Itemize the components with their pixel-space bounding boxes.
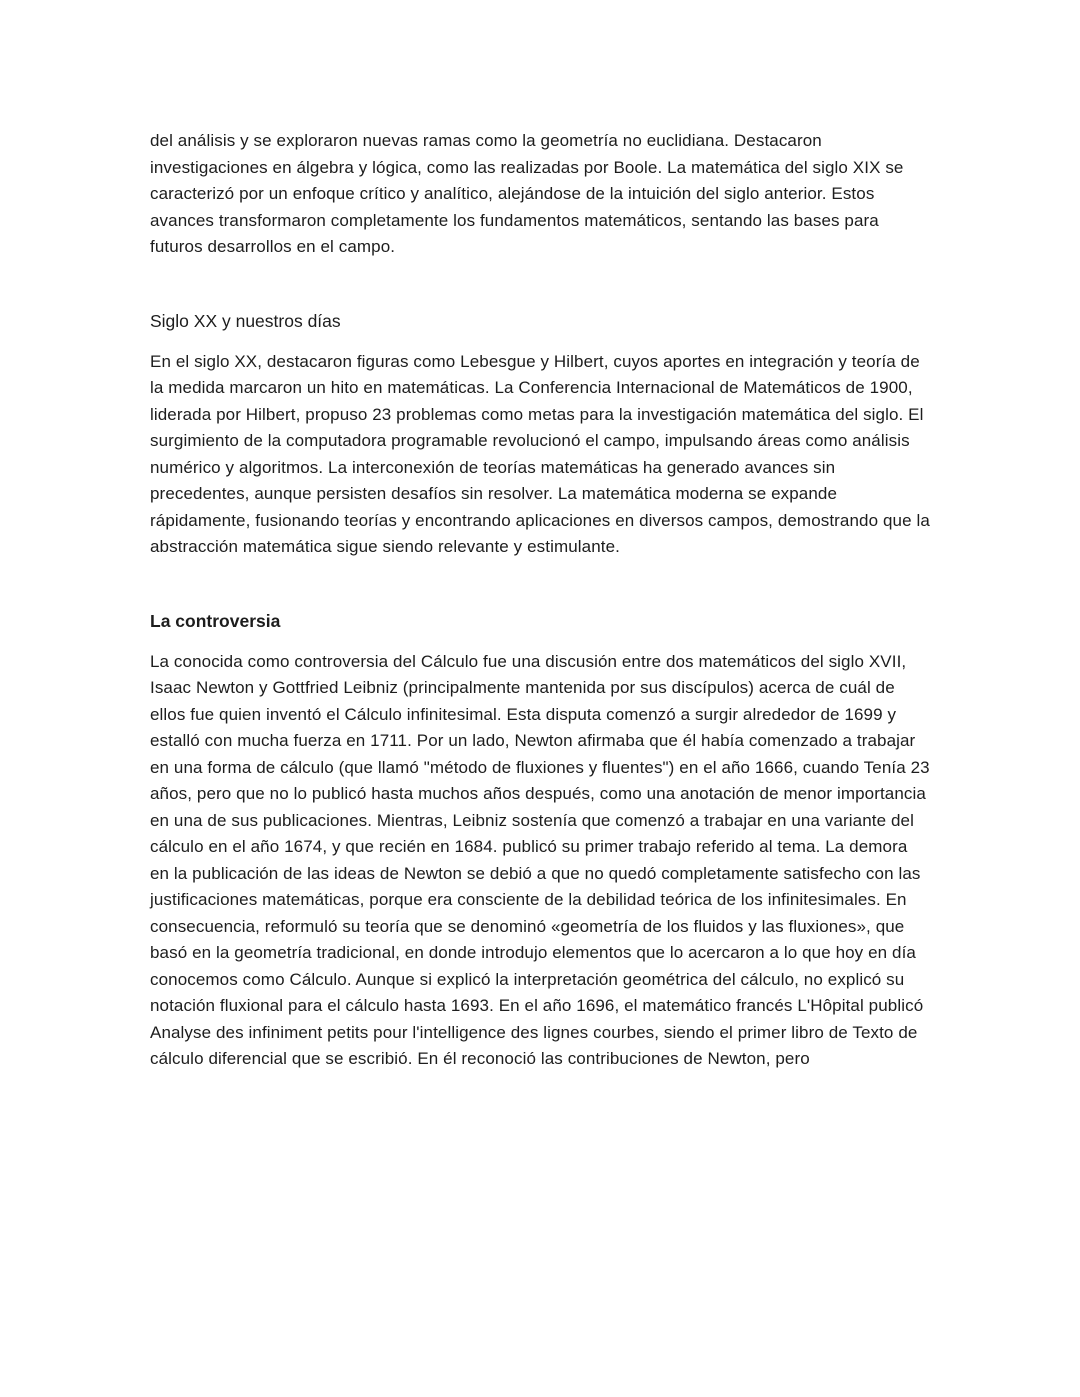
paragraph-siglo-xx: En el siglo XX, destacaron figuras como Lebesgue y Hilbert, cuyos aportes en integración y teoría de la medida marcaron un hito en matemáticas. La Conferencia Internacional de Matemáticos de 1900, liderada por Hilbert, propuso 23 problemas como metas para la investigación matemática del siglo. El surgimiento de la computadora programable revolucionó el campo, impulsando áreas como análisis numérico y algoritmos. La interconexión de teorías matemáticas ha generado avances sin precedentes, aunque persisten desafíos sin resolver. La matemática moderna se expande rápidamente, fusionando teorías y encontrando aplicaciones en diversos campos, demostrando que la abstracción matemática sigue siendo relevante y estimulante. [150,351,930,556]
section-heading-la-controversia: La controversia [150,610,281,631]
section-heading-siglo-xx: Siglo XX y nuestros días [150,310,341,331]
document-content [150,128,930,1073]
paragraph-la-controversia: La conocida como controversia del Cálculo fue una discusión entre dos matemáticos del siglo XVII, Isaac Newton y Gottfried Leibniz (principalmente mantenida por sus discípulos) acerca de cuál de ellos fue quien inventó el Cálculo infinitesimal. Esta disputa comenzó a surgir alrededor de 1699 y estalló con mucha fuerza en 1711. Por un lado, Newton afirmaba que él había comenzado a trabajar en una forma de cálculo (que llamó "método de fluxiones y fluentes") en el año 1666, cuando Tenía 23 años, pero que no lo publicó hasta muchos años después, como una anotación de menor importancia en una de sus publicaciones. Mientras, Leibniz sostenía que comenzó a trabajar en una variante del cálculo en el año 1674, y que recién en 1684. publicó su primer trabajo referido al tema. La demora en la publicación de las ideas de Newton se debió a que no quedó completamente satisfecho con las justificaciones matemáticas, porque era consciente de la debilidad teórica de los infinitesimales. En consecuencia, reformuló su teoría que se denominó «geometría de los fluidos y las fluxiones», que basó en la geometría tradicional, en donde introdujo elementos que lo acercaron a lo que hoy en día conocemos como Cálculo. Aunque si explicó la interpretación geométrica del cálculo, no explicó su notación fluxional para el cálculo hasta 1693. En el año 1696, el matemático francés L'Hôpital publicó Analyse des infiniment petits pour l'intelligence des lignes courbes, siendo el primer libro de Texto de cálculo diferencial que se escribió. En él reconoció las contribuciones de Newton, pero [150,651,930,1068]
paragraph-siglo-xix-continuation: del análisis y se exploraron nuevas ramas como la geometría no euclidiana. Destacaron investigaciones en álgebra y lógica, como las realizadas por Boole. La matemática del siglo XIX se caracterizó por un enfoque crítico y analítico, alejándose de la intuición del siglo anterior. Estos avances transformaron completamente los fundamentos matemáticos, sentando las bases para futuros desarrollos en el campo. [150,131,904,256]
